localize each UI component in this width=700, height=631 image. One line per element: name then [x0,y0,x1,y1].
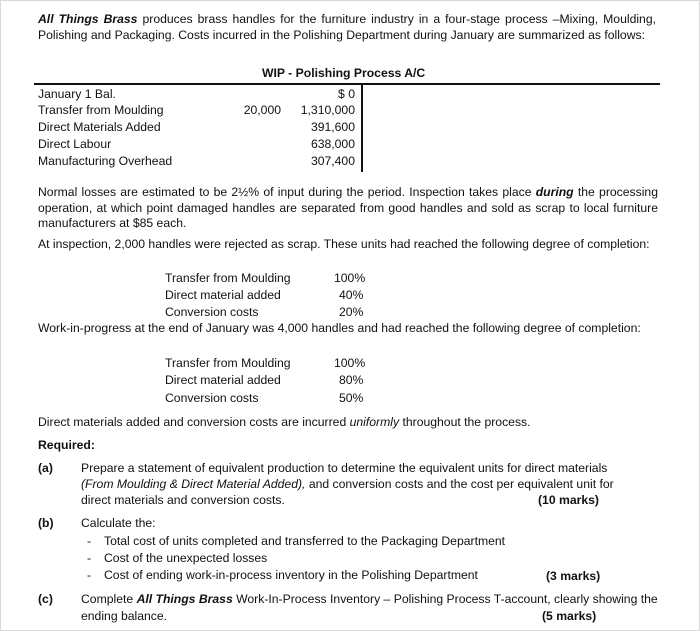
company-name: All Things Brass [38,12,138,26]
account-row-amount: 638,000 [310,137,355,151]
account-title: WIP - Polishing Process A/C [262,66,426,80]
bullet-dash: - [87,568,92,582]
account-row-amount: 307,400 [310,154,355,168]
account-row-amount: $ 0 [338,87,355,101]
account-row-label: Manufacturing Overhead [38,154,173,168]
degree-value: 80% [339,373,364,387]
account-vertical-rule [361,84,363,172]
account-row-amount: 391,600 [310,120,355,134]
question-c-company: All Things Brass [136,592,233,606]
degree-label: Transfer from Moulding [165,271,291,285]
account-top-rule [34,83,660,85]
question-c-post: Work-In-Process Inventory – Polishing Process T-account, clearly showing the [236,592,658,606]
losses-paragraph [38,185,658,232]
losses-emphasis: during [535,185,574,199]
account-row-label: Direct Labour [38,137,112,151]
account-row-label: Transfer from Moulding [38,103,164,117]
intro-paragraph [38,12,656,43]
uniform-sentence [38,415,531,429]
question-c-marks: (5 marks) [542,609,597,623]
question-b-marks: (3 marks) [546,569,601,583]
uniform-text-post: throughout the process. [402,415,531,429]
question-b-intro: Calculate the: [81,516,156,530]
degree-label: Conversion costs [165,305,259,319]
degree-value: 100% [334,271,366,285]
wip-paragraph: Work-in-progress at the end of January was 4,000 handles and had reached the following degree of completion: [38,321,641,335]
question-marker: (a) [38,461,53,475]
degree-value: 100% [334,356,366,370]
bullet-dash: - [87,534,92,548]
losses-text-pre: Normal losses are estimated to be 2½% of input during the period. Inspection takes place [38,185,532,199]
degree-label: Direct material added [165,373,281,387]
losses-text-post: the processing operation, at which point damaged handles are separated from good handles and sold as scrap to local furniture manufacturers at $85 each. [38,185,658,230]
question-marker: (b) [38,516,54,530]
question-c-line2: ending balance. [81,609,168,623]
question-b-item: Total cost of units completed and transferred to the Packaging Department [104,534,506,548]
question-a-marks: (10 marks) [538,493,599,507]
bullet-dash: - [87,551,92,565]
question-marker: (c) [38,592,53,606]
degree-value: 50% [339,391,364,405]
question-b-item: Cost of ending work-in-process inventory in the Polishing Department [104,568,478,582]
degree-label: Transfer from Moulding [165,356,291,370]
required-heading: Required: [38,438,95,452]
question-a-line2 [81,477,614,491]
degree-label: Direct material added [165,288,281,302]
question-a-line3: direct materials and conversion costs. [81,493,285,507]
account-row-units: 20,000 [243,103,281,117]
question-c-line1 [81,592,658,606]
inspection-paragraph: At inspection, 2,000 handles were rejected as scrap. These units had reached the following degree of completion: [38,237,650,251]
account-row-label: January 1 Bal. [38,87,116,101]
question-a-line2-rest: and conversion costs and the cost per equivalent unit for [308,477,614,491]
question-a-italic: (From Moulding & Direct Material Added), [81,477,306,491]
degree-value: 40% [339,288,364,302]
uniform-emphasis: uniformly [349,415,400,429]
account-row-amount: 1,310,000 [300,103,355,117]
question-b-item: Cost of the unexpected losses [104,551,268,565]
question-c-pre: Complete [81,592,134,606]
account-row-label: Direct Materials Added [38,120,161,134]
degree-value: 20% [339,305,364,319]
degree-label: Conversion costs [165,391,259,405]
question-a-line1: Prepare a statement of equivalent production to determine the equivalent units for direct materials [81,461,608,475]
uniform-text-pre: Direct materials added and conversion costs are incurred [38,415,347,429]
intro-text: produces brass handles for the furniture industry in a four-stage process –Mixing, Moulding, Polishing and Packaging. Costs incurred in the Polishing Department during January are summarized as follows: [38,12,656,42]
